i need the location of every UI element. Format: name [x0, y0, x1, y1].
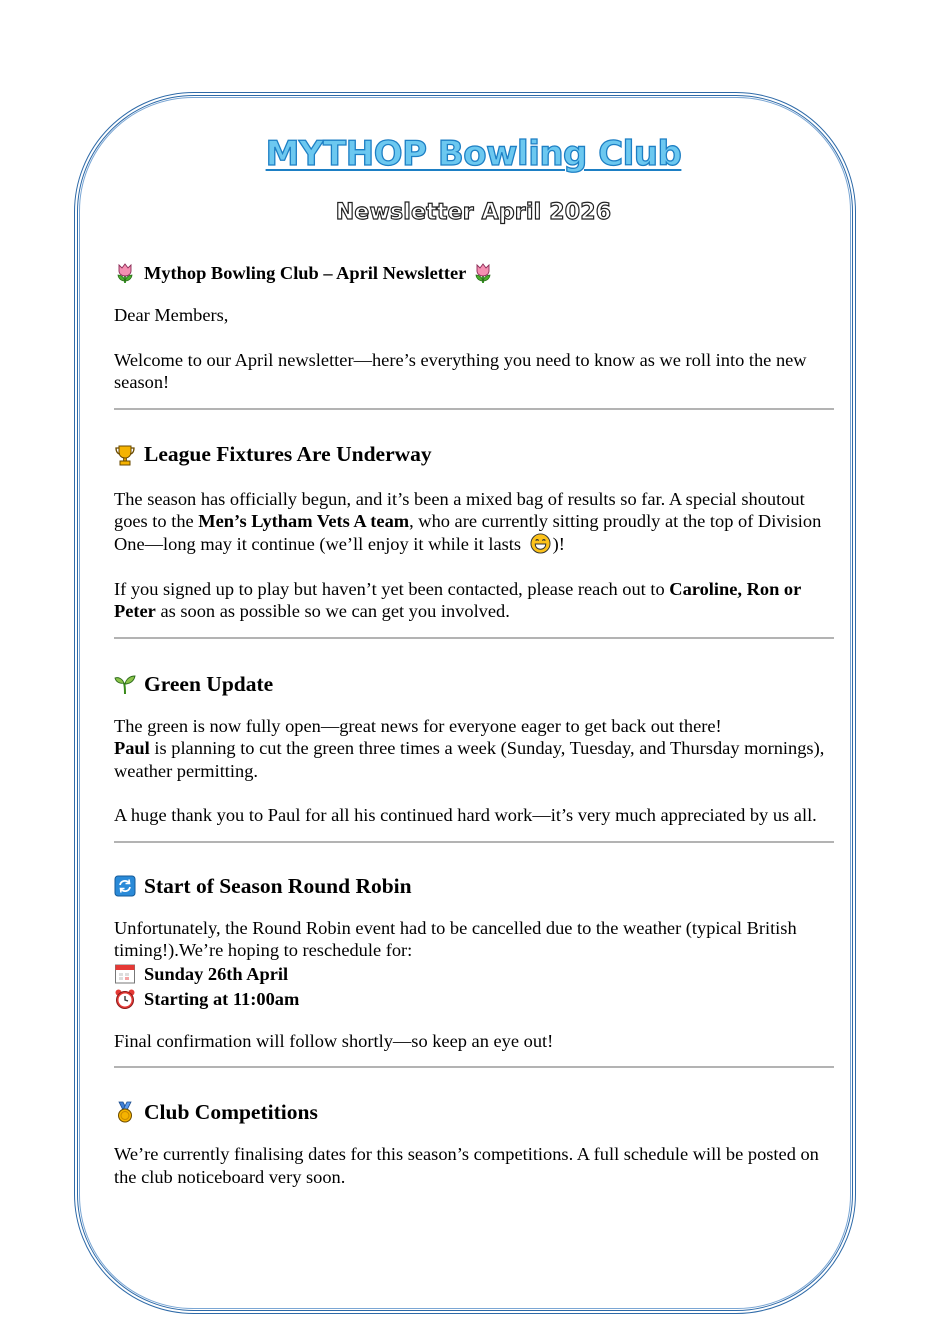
greeting: Dear Members, [114, 305, 229, 325]
green-paragraph-1 [114, 715, 834, 783]
section-heading-league [114, 440, 834, 470]
league-paragraph-2 [114, 578, 834, 623]
league-text: The season has officially begun, and it’s been a mixed bag of results so far. A special shoutout goes to the [114, 488, 805, 531]
section-heading-text: Green Update [144, 671, 274, 696]
tulip-icon [472, 262, 494, 284]
alarm-clock-icon [114, 988, 136, 1010]
event-time-line [114, 987, 834, 1012]
intro-heading-text: Mythop Bowling Club – April Newsletter [144, 262, 467, 283]
refresh-icon [114, 875, 136, 897]
groundsman-name: Paul [114, 738, 150, 759]
contact-names: Caroline, Ron or Peter [114, 578, 801, 622]
event-date: Sunday 26th April [144, 964, 289, 985]
calendar-icon [114, 963, 136, 985]
league-text: , who are currently sitting proudly at the top of Division One—long may it continue (we’ll enjoy it while it lasts [114, 511, 822, 554]
seedling-icon [114, 673, 136, 695]
league-paragraph-1 [114, 488, 834, 556]
tulip-icon [114, 262, 136, 284]
green-paragraph-2: A huge thank you to Paul for all his continued hard work—it’s very much appreciated by us all. [114, 805, 817, 826]
league-text: as soon as possible so we can get you involved. [155, 601, 510, 622]
event-date-line [114, 962, 834, 987]
intro-heading [114, 258, 834, 288]
trophy-icon [114, 444, 136, 466]
green-text: is planning to cut the green three times a week (Sunday, Tuesday, and Thursday mornings), weather permitting. [114, 738, 825, 781]
section-heading-green [114, 669, 834, 699]
medal-icon [114, 1101, 136, 1123]
league-text: )! [552, 533, 565, 554]
section-heading-text: League Fixtures Are Underway [144, 442, 432, 467]
green-text: The green is now fully open—great news for everyone eager to get back out there! [114, 715, 722, 736]
newsletter-subtitle: Newsletter April 2026 [335, 200, 612, 225]
league-text: If you signed up to play but haven’t yet been contacted, please reach out to [114, 578, 670, 599]
section-heading-text: Club Competitions [144, 1100, 318, 1125]
team-name: Men’s Lytham Vets A team [198, 511, 410, 531]
event-time: Starting at 11:00am [144, 989, 300, 1010]
welcome-paragraph: Welcome to our April newsletter—here’s everything you need to know as we roll into the new season! [114, 349, 807, 392]
section-heading-competitions [114, 1097, 834, 1127]
competitions-paragraph: We’re currently finalising dates for this season’s competitions. A full schedule will be posted on the club noticeboard very soon. [114, 1144, 819, 1187]
section-heading-text: Start of Season Round Robin [144, 873, 412, 898]
grinning-face-icon [530, 533, 551, 554]
newsletter-body [114, 258, 834, 1188]
round-robin-paragraph-1: Unfortunately, the Round Robin event had to be cancelled due to the weather (typical British timing!).We’re hoping to reschedule for: [114, 917, 797, 961]
club-title: MYTHOP Bowling Club [265, 134, 682, 174]
section-heading-round-robin [114, 871, 834, 901]
round-robin-paragraph-2: Final confirmation will follow shortly—so keep an eye out! [114, 1030, 554, 1051]
